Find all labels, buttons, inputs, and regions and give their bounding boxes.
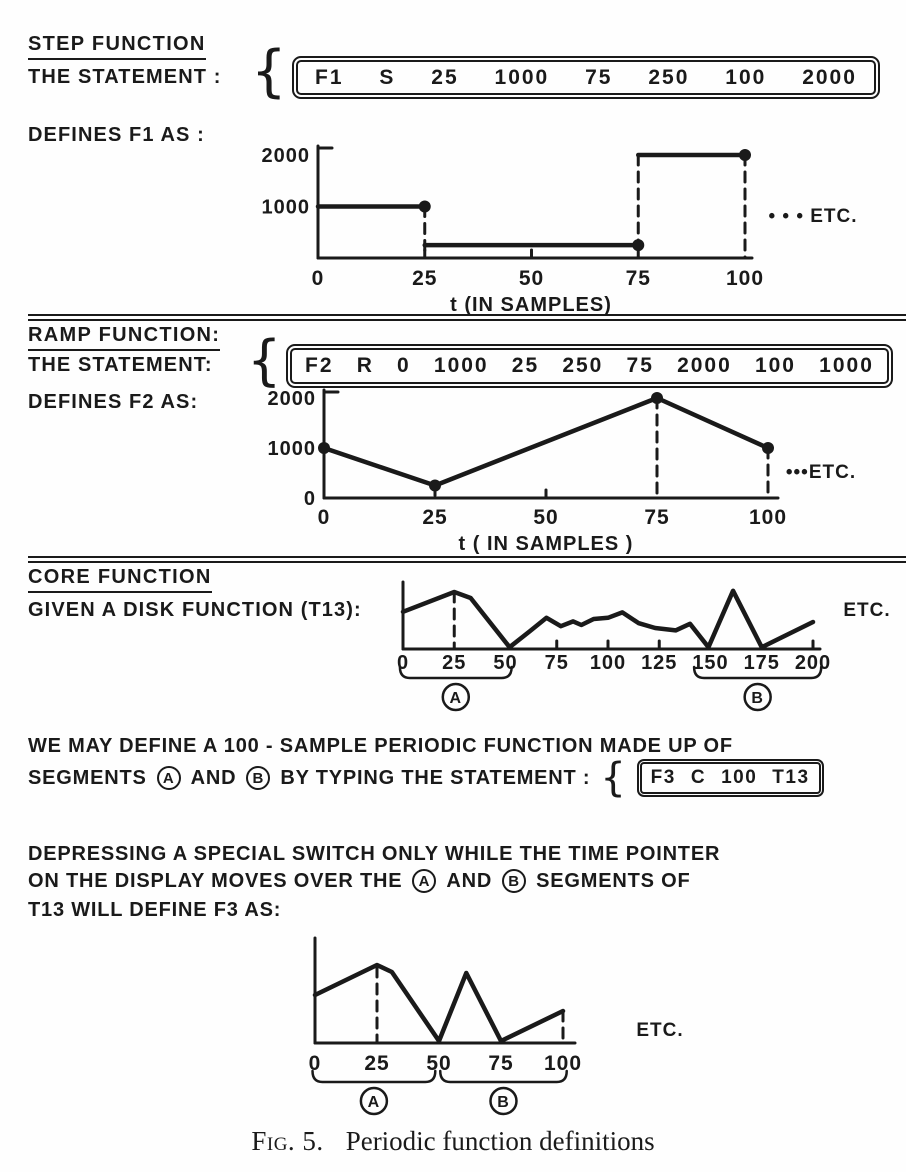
- statement-token: 1000: [433, 354, 489, 377]
- statement-token: 250: [562, 354, 604, 377]
- ramp-statement-label: THE STATEMENT:: [28, 354, 213, 376]
- etc-label: • • • ETC.: [768, 206, 858, 227]
- x-tick-label: 50: [493, 652, 518, 674]
- statement-token: 250: [648, 65, 690, 89]
- function-curve: [403, 591, 813, 647]
- x-tick-label: 25: [364, 1052, 390, 1075]
- segments-word: SEGMENTS: [28, 766, 147, 789]
- section-divider: [28, 314, 906, 321]
- x-tick-label: 50: [518, 267, 545, 290]
- segment-b-badge: B: [502, 869, 526, 893]
- switch-text-line1: DEPRESSING A SPECIAL SWITCH ONLY WHILE THE TIME POINTER: [28, 843, 721, 865]
- statement-token: C: [690, 767, 707, 788]
- statement-token: 1000: [494, 65, 550, 89]
- data-point-dot: [632, 239, 644, 251]
- step-function-chart: [230, 132, 906, 318]
- x-tick-label: 75: [644, 506, 670, 529]
- switch-line2-post: SEGMENTS OF: [536, 869, 691, 892]
- x-tick-label: 200: [794, 652, 832, 674]
- x-tick-label: 25: [412, 267, 438, 290]
- step-defines-label: DEFINES F1 AS :: [28, 124, 205, 146]
- x-tick-label: 25: [442, 652, 467, 674]
- step-statement-box: [292, 56, 880, 99]
- data-point-dot: [429, 480, 441, 492]
- typing-statement-label: BY TYPING THE STATEMENT :: [280, 766, 591, 789]
- f3-result-chart: [240, 930, 740, 1118]
- step-statement-label: THE STATEMENT :: [28, 66, 222, 88]
- etc-label: ETC.: [843, 600, 891, 621]
- x-tick-label: 175: [743, 652, 780, 674]
- ramp-section-title: RAMP FUNCTION:: [28, 324, 220, 351]
- statement-token: 75: [585, 65, 613, 89]
- statement-token: 2000: [677, 354, 732, 377]
- x-tick-label: 0: [317, 506, 331, 529]
- segment-letter: A: [449, 690, 463, 707]
- x-tick-label: 0: [311, 267, 325, 290]
- function-curve: [315, 965, 563, 1041]
- core-statement-box: [637, 759, 824, 797]
- x-tick-label: 50: [426, 1052, 452, 1075]
- statement-token: T13: [772, 767, 810, 788]
- x-tick-label: 0: [396, 652, 410, 674]
- segment-b-badge: B: [246, 766, 270, 790]
- y-tick-label: 2000: [267, 388, 316, 410]
- step-statement-brace: {: [251, 39, 287, 104]
- core-section-title: CORE FUNCTION: [28, 566, 212, 593]
- statement-token: 2000: [802, 65, 857, 89]
- y-tick-label: 2000: [261, 145, 310, 167]
- x-tick-label: 75: [625, 267, 651, 290]
- x-axis-label: t ( IN SAMPLES ): [458, 533, 634, 555]
- segment-letter: B: [497, 1094, 510, 1111]
- data-point-dot: [739, 149, 751, 161]
- statement-token: F3: [650, 767, 676, 788]
- x-tick-label: 100: [589, 652, 627, 674]
- step-section-title: STEP FUNCTION: [28, 33, 206, 60]
- x-tick-label: 25: [422, 506, 448, 529]
- figure-caption: [0, 1126, 906, 1157]
- segment-a-badge: A: [412, 869, 436, 893]
- x-tick-label: 75: [488, 1052, 514, 1075]
- and-word: AND: [190, 766, 237, 789]
- disk-function-chart: [380, 574, 906, 716]
- etc-label: •••ETC.: [785, 462, 857, 483]
- section-divider: [28, 556, 906, 563]
- core-statement-brace: {: [600, 755, 627, 801]
- function-curve: [324, 398, 768, 486]
- segment-letter: B: [751, 690, 764, 707]
- x-tick-label: 125: [641, 652, 678, 674]
- switch-text-line2: [28, 866, 691, 896]
- x-tick-label: 100: [748, 506, 788, 529]
- x-tick-label: 0: [308, 1052, 322, 1075]
- statement-token: 100: [725, 65, 767, 89]
- statement-token: 100: [721, 767, 758, 788]
- statement-token: 1000: [819, 354, 874, 377]
- segment-letter: A: [367, 1094, 381, 1111]
- y-tick-label: 0: [303, 488, 316, 510]
- and-word: AND: [446, 869, 493, 892]
- statement-token: F1: [315, 65, 344, 89]
- data-point-dot: [318, 442, 330, 454]
- segment-a-badge: A: [157, 766, 181, 790]
- statement-token: 25: [511, 354, 540, 377]
- define-periodic-text-line1: WE MAY DEFINE A 100 - SAMPLE PERIODIC FUNCTION MADE UP OF: [28, 735, 733, 757]
- caption-text: Periodic function definitions: [345, 1126, 655, 1156]
- y-tick-label: 1000: [267, 438, 316, 460]
- etc-label: ETC.: [636, 1020, 684, 1041]
- statement-token: 25: [431, 65, 459, 89]
- define-periodic-text-line2: [28, 757, 824, 799]
- ramp-function-chart: [230, 378, 906, 560]
- statement-token: 0: [397, 354, 411, 377]
- x-tick-label: 150: [692, 652, 729, 674]
- y-tick-label: 1000: [261, 196, 310, 219]
- switch-text-line3: T13 WILL DEFINE F3 AS:: [28, 899, 282, 921]
- x-tick-label: 50: [533, 506, 559, 529]
- caption-fig-label: Fig. 5.: [251, 1126, 324, 1156]
- statement-token: F2: [305, 354, 334, 377]
- data-point-dot: [651, 392, 663, 404]
- x-tick-label: 100: [725, 267, 765, 290]
- x-tick-label: 100: [543, 1052, 583, 1075]
- ramp-defines-label: DEFINES F2 AS:: [28, 391, 199, 413]
- disk-function-label: GIVEN A DISK FUNCTION (T13):: [28, 599, 362, 621]
- x-axis-label: t (IN SAMPLES): [450, 294, 612, 316]
- statement-token: 100: [754, 354, 796, 377]
- statement-token: S: [379, 65, 396, 89]
- data-point-dot: [419, 201, 431, 213]
- ramp-statement-brace: {: [247, 329, 282, 392]
- statement-token: 75: [626, 354, 654, 377]
- statement-token: R: [356, 354, 374, 377]
- switch-line2-pre: ON THE DISPLAY MOVES OVER THE: [28, 869, 403, 892]
- x-tick-label: 75: [544, 652, 569, 674]
- data-point-dot: [762, 442, 774, 454]
